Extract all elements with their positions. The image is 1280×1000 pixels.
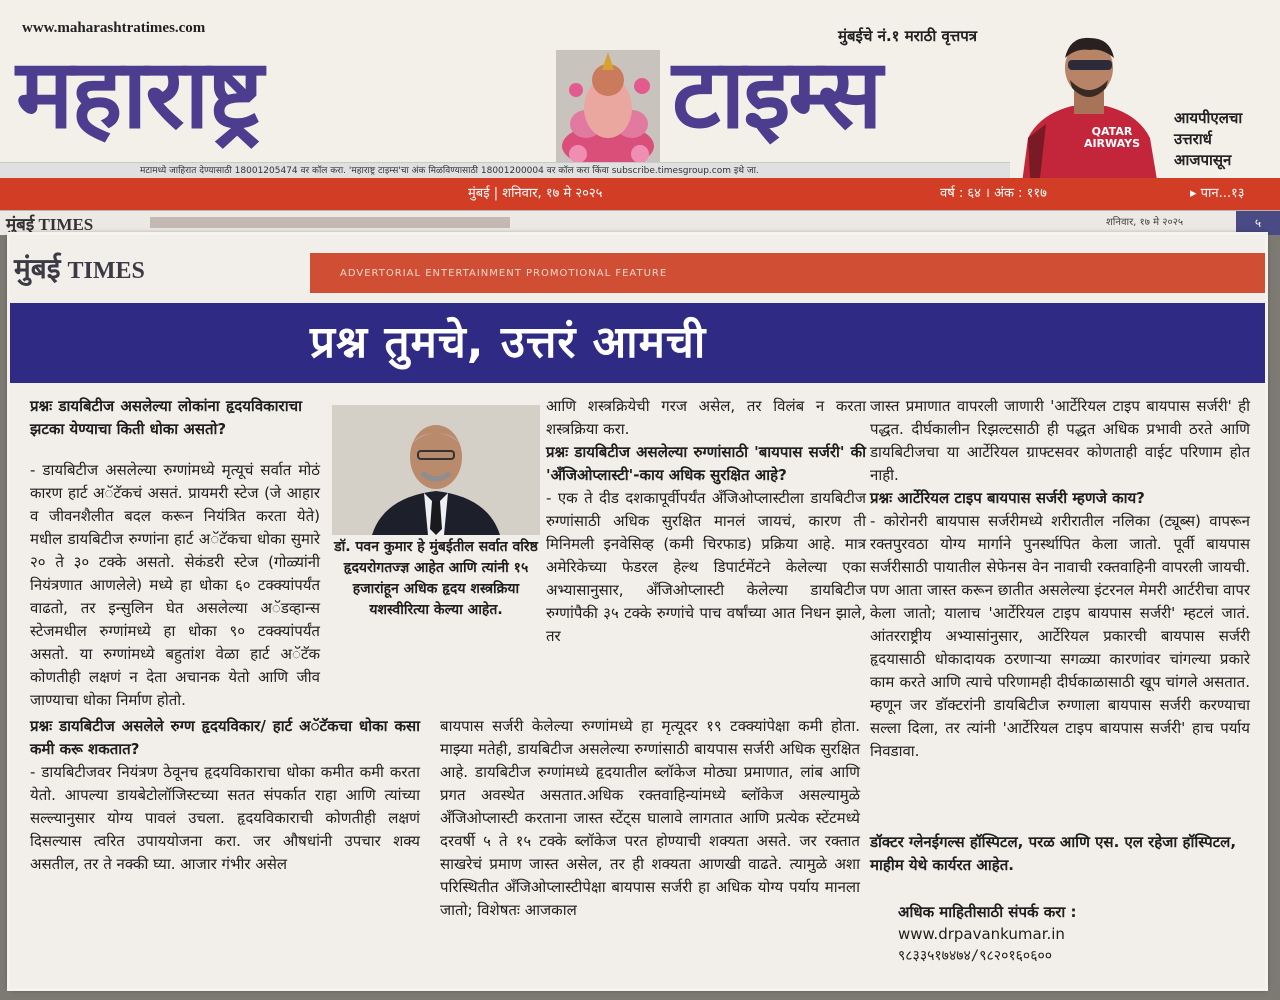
strip-logo: मुंबई TIMES <box>6 215 94 234</box>
cricketer-photo <box>1010 28 1168 198</box>
strip-page-number: ५ <box>1236 211 1280 235</box>
column-2-top <box>546 395 866 648</box>
doctor-affiliation <box>870 831 1250 877</box>
answer-2: - डायबिटीजवर नियंत्रण ठेवूनच हृदयविकाराचा धोका कमीत कमी करता येतो. आपल्या डायबेटोलॉजिस्टच्या सतत संपर्कात राहा आणि त्यांच्या सल्ल्यानुसार योग्य पावलं उचला. हृदयविकाराची कोणतीही लक्षणं दिसल्यास त्वरित उपाययोजना करा. जर औषधांनी उपचार शक्य असतील, तर ते नक्की घ्या. आजार गंभीर असेल <box>30 763 420 873</box>
question-2: प्रश्नः डायबिटीज असलेले रुग्ण हृदयविकार/ हार्ट अॅटॅकचा धोका कसा कमी करू शकतात? <box>30 717 420 758</box>
advertorial-banner <box>310 253 1265 293</box>
doctor-caption: डॉ. पवन कुमार हे मुंबईतील सर्वात वरिष्ठ हृदयरोगतज्ज्ञ आहेत आणि त्यांनी १५ हजारांहून अधिक हृदय शस्त्रक्रिया यशस्वीरित्या केल्या आहेत. <box>334 539 538 618</box>
jersey-sponsor-text: QATAR AIRWAYS <box>1083 125 1141 150</box>
answer-4: - कोरोनरी बायपास सर्जरीमध्ये शरीरातील नलिका (ट्यूब्स) वापरून रक्तपुरवठा योग्य मार्गाने पुनर्स्थापित केला जातो. पूर्वी बायपास सर्जरीसाठी पायातील सेफेनस वेन नावाची रक्तवाहिनी वापरली जायची. पण आता जास्त करून छातीत असलेल्या इंटरनल मेमरी आर्टरीचा वापर केला जातो; यालाच 'आर्टेरियल टाइप बायपास सर्जरी' म्हटलं जातं. आंतरराष्ट्रीय अभ्यासांनुसार, आर्टेरियल प्रकारची बायपास सर्जरी हृदयासाठी धोकादायक ठरणाऱ्या सगळ्या कारणांवर चांगल्या प्रकारे काम करते आणि त्याचे परिणामही दीर्घकाळासाठी खूप चांगले असतात. म्हणून जर डॉक्टरांनी डायबिटीज रुग्णाला बायपास सर्जरी करण्याचा सल्ला दिला, तर त्यांनी 'आर्टेरियल टाइप बायपास सर्जरी' हाच पर्याय निवडावा. <box>870 512 1250 760</box>
column-1-lower <box>30 715 420 876</box>
column-2-bottom <box>440 715 860 922</box>
answer-3-part-2: बायपास सर्जरी केलेल्या रुग्णांमध्ये हा मृत्यूदर १९ टक्क्यांपेक्षा कमी होता. माझ्या मतेही, डायबिटीज असलेल्या रुग्णांसाठी बायपास सर्जरी अधिक सुरक्षित आहे. डायबिटीज रुग्णांमध्ये हृदयातील ब्लॉकेज मोठ्या प्रमाणात, लांब आणि प्रगत अवस्थेत असतात.अधिक रक्तवाहिन्यांमध्ये ब्लॉकेज असल्यामुळे अँजिओप्लास्टी करताना जास्त स्टेंट्स घालावे लागतात आणि प्रत्येक स्टेंटमध्ये दरवर्षी ५ ते १५ टक्के ब्लॉकेज परत होण्याची शक्यता असते. जर रक्तात साखरेचं प्रमाण जास्त असेल, तर ही शक्यता आणखी वाढते. त्यामुळे अशा परिस्थितीत अँजिओप्लास्टीपेक्षा बायपास सर्जरी हा अधिक योग्य पर्याय मानला जातो; विशेषतः आजकाल <box>440 717 860 919</box>
question-1: प्रश्नः डायबिटीज असलेल्या लोकांना हृदयविकाराचा झटका येण्याचा किती धोका असतो? <box>30 397 302 438</box>
question-4: प्रश्नः आर्टेरियल टाइप बायपास सर्जरी म्हणजे काय? <box>870 489 1145 507</box>
article-headline: प्रश्न तुमचे, उत्तरं आमची <box>310 317 707 368</box>
dateline-bar <box>0 178 1280 210</box>
contact-label: अधिक माहितीसाठी संपर्क करा : <box>898 903 1077 921</box>
column-1 <box>30 459 420 712</box>
advertorial-article <box>10 235 1265 988</box>
section-logo-devanagari: मुंबई <box>14 254 61 285</box>
column-3-intro: जास्त प्रमाणात वापरली जाणारी 'आर्टेरियल टाइप बायपास सर्जरी' ही पद्धत. दीर्घकालीन रिझल्टसाठी ही पद्धत अधिक प्रभावी ठरते आणि डायबिटीजचा या आर्टेरियल ग्राफ्टसवर कोणताही वाईट परिणाम होत नाही. <box>870 397 1250 484</box>
article-section-logo <box>14 249 145 287</box>
question-3: प्रश्नः डायबिटीज असलेल्या रुग्णांसाठी 'बायपास सर्जरी' की 'अँजिओप्लास्टी'-काय अधिक सुरक्षित आहे? <box>546 443 866 484</box>
ganesh-idol-image <box>556 50 660 170</box>
answer-2-continued: आणि शस्त्रक्रियेची गरज असेल, तर विलंब न करता शस्त्रक्रिया करा. <box>546 397 866 438</box>
strip-advertorial-bar <box>150 217 510 228</box>
strip-date: शनिवार, १७ मे २०२५ <box>1106 217 1184 228</box>
contact-website: www.drpavankumar.in <box>898 925 1065 943</box>
section-logo-latin: TIMES <box>67 258 145 284</box>
contact-phone: ९८३३५१७४७४/९८२०१६०६०० <box>898 948 1053 964</box>
advertorial-label: ADVERTORIAL ENTERTAINMENT PROMOTIONAL FEATURE <box>340 268 668 279</box>
volume-issue-text: वर्ष : ६४ । अंक : ११७ <box>940 186 1047 201</box>
page-reference: ▸ पान...१३ <box>1190 186 1245 201</box>
headline-band <box>10 303 1265 383</box>
column-3 <box>870 395 1250 763</box>
masthead-title-right: टाइम्स <box>672 38 881 150</box>
masthead-ad-line: मटामध्ये जाहिरात देण्यासाठी 18001205474 वर कॉल करा. 'महाराष्ट्र टाइम्स'चा अंक मिळविण्यासाठी 18001200004 वर कॉल करा किंवा subscribe.timesgroup.com इथे जा. <box>0 162 1010 178</box>
masthead-website: www.maharashtratimes.com <box>22 20 206 36</box>
ipl-promo-text: आयपीएलचा उत्तरार्ध आजपासून <box>1174 109 1243 169</box>
masthead <box>0 0 1280 210</box>
column-1-top <box>30 395 302 441</box>
dateline-text: मुंबई | शनिवार, १७ मे २०२५ <box>468 186 603 201</box>
mumbai-times-strip <box>0 210 1280 235</box>
answer-1: - डायबिटीज असलेल्या रुग्णांमध्ये मृत्यूचं सर्वात मोठं कारण हार्ट अॅटॅकचं असतं. प्रायमरी स्टेज (जे आहार व जीवनशैलीत बदल करून नियंत्रित करता येते) मधील डायबिटीज रुग्णांना हार्ट अॅटॅकचा धोका सुमारे २० ते ३० टक्के असतो. सेकंडरी स्टेज (गोळ्यांनी नियंत्रणात आणलेले) मध्ये हा धोका ६० टक्क्यांपर्यंत वाढतो, तर इन्सुलिन घेत असलेल्या अॅडव्हान्स स्टेजमधील रुग्णांमध्ये हा धोका ९० टक्क्यांपर्यंत असतो. या रुग्णांमध्ये बहुतांश वेळा हार्ट अॅटॅक कोणतीही लक्षणं न देता अचानक येतो आणि जीव जाण्याचा धोका निर्माण होतो. <box>30 461 320 709</box>
contact-block <box>898 901 1258 967</box>
affiliation-text: डॉक्टर ग्लेनईगल्स हॉस्पिटल, परळ आणि एस. एल रहेजा हॉस्पिटल, माहीम येथे कार्यरत आहेत. <box>870 833 1237 874</box>
masthead-tagline: मुंबईचे नं.१ मराठी वृत्तपत्र <box>838 27 978 45</box>
masthead-title-left: महाराष्ट्र <box>16 38 262 150</box>
answer-3-part-1: - एक ते दीड दशकापूर्वीपर्यंत अँजिओप्लास्टीला डायबिटीज रुग्णांसाठी अधिक सुरक्षित मानलं जायचं, कारण ती मिनिमली इनवेसिव्ह (कमी चिरफाड) प्रक्रिया आहे. मात्र अमेरिकेच्या फेडरल हेल्थ डिपार्टमेंटने केलेल्या एका अभ्यासानुसार, अँजिओप्लास्टी केलेल्या डायबिटीज रुग्णांपैकी ३५ टक्के रुग्णांचे पाच वर्षांच्या आत निधन झाले, तर <box>546 489 866 645</box>
